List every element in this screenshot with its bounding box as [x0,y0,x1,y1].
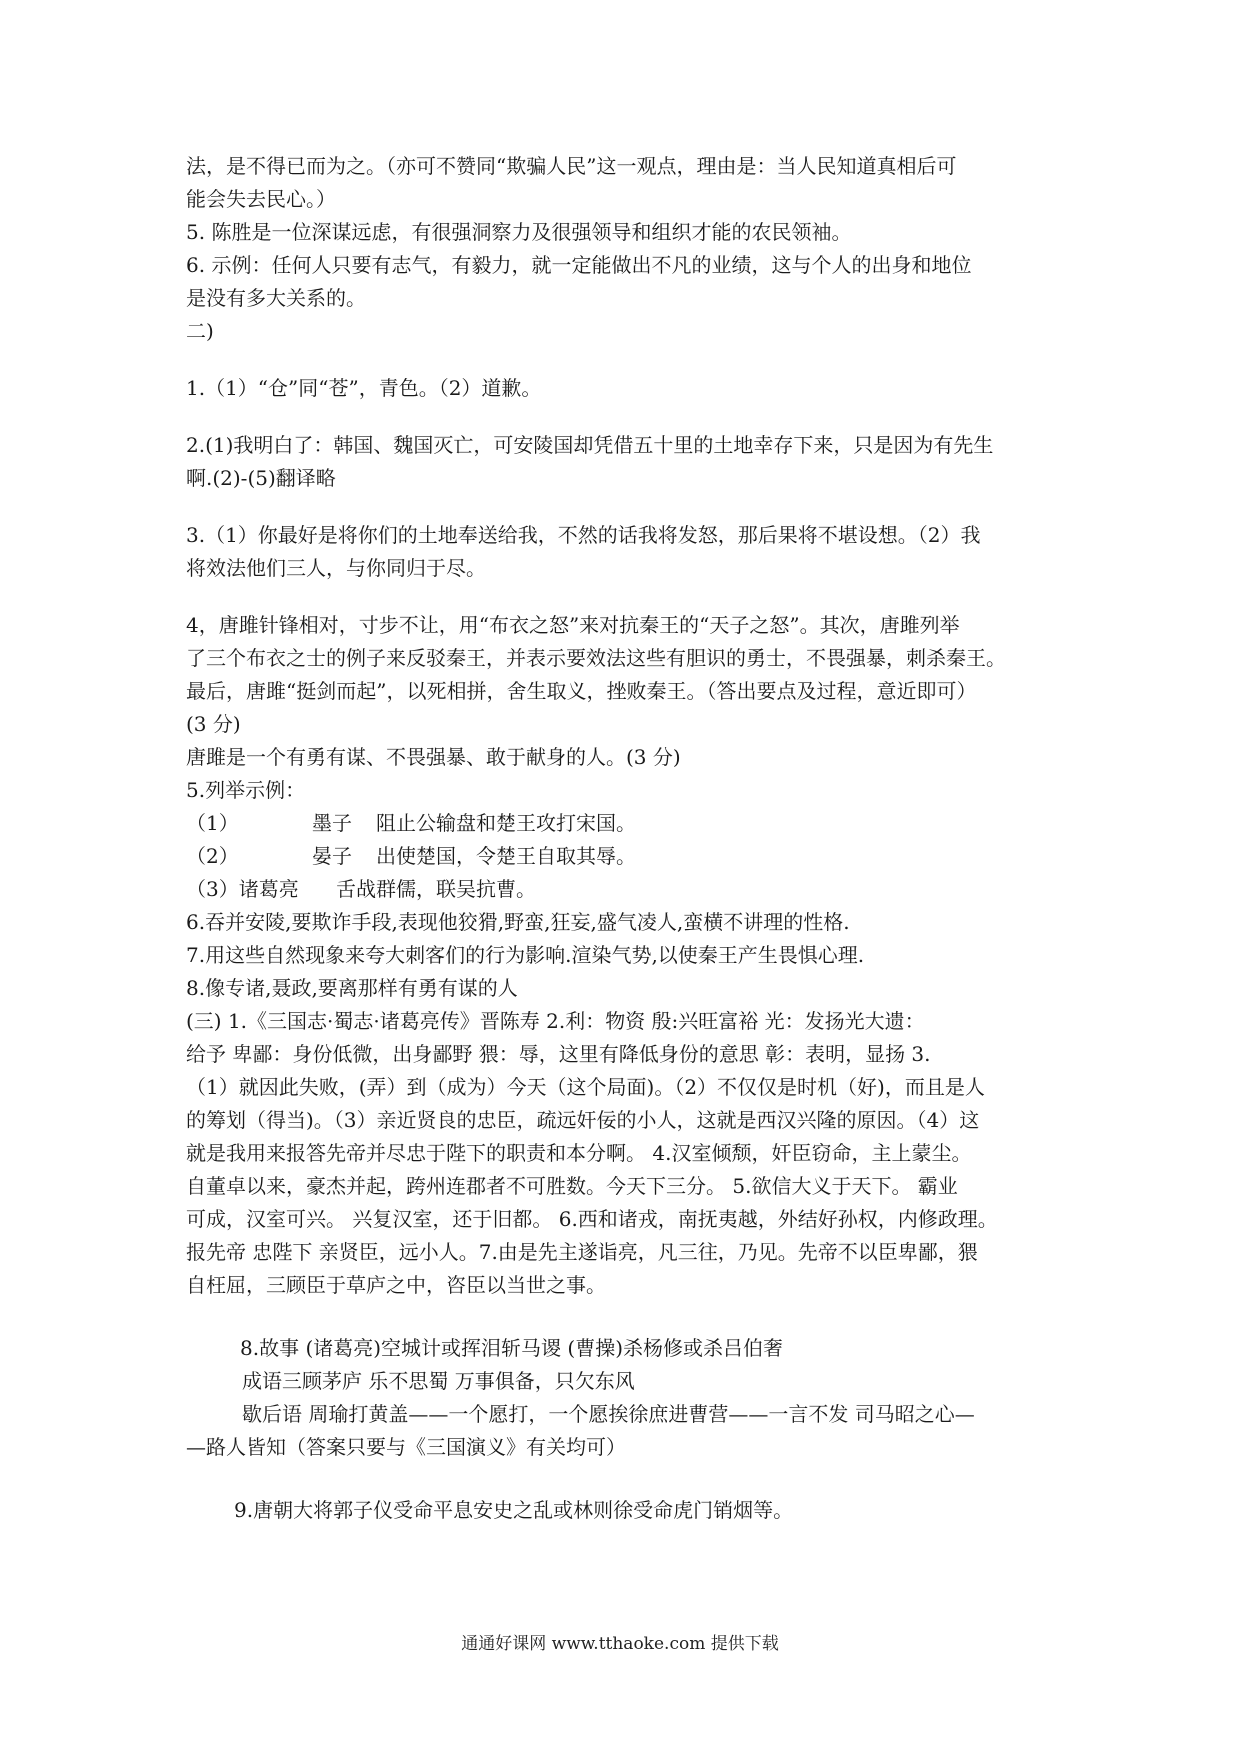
page-footer: 通通好课网 www.tthaoke.com 提供下载 [461,1634,779,1654]
text-line: 自董卓以来，豪杰并起，跨州连郡者不可胜数。今天下三分。 5.欲信大义于天下。 霸业 [186,1174,958,1198]
list-detail: 阻止公输盘和楚王攻打宋国。 [376,811,636,835]
text-line: 最后，唐雎“挺剑而起”，以死相拼，舍生取义，挫败秦王。（答出要点及过程，意近即可） [186,679,977,703]
answer-content [186,150,1066,1527]
answer-6b: 6.吞并安陵,要欺诈手段,表现他狡猾,野蛮,狂妄,盛气凌人,蛮横不讲理的性格. [186,910,850,934]
answer-9: 9.唐朝大将郭子仪受命平息安史之乱或林则徐受命虎门销烟等。 [234,1498,794,1522]
answer-2: 2.(1)我明白了：韩国、魏国灭亡，可安陵国却凭借五十里的土地幸存下来，只是因为有先生 [186,433,994,457]
text-line: 自枉屈，三顾臣于草庐之中，咨臣以当世之事。 [186,1273,606,1297]
answer-3: 3.（1）你最好是将你们的土地奉送给我，不然的话我将发怒，那后果将不堪设想。（2）我 [186,523,981,547]
answer-8: 8.像专诸,聂政,要离那样有勇有谋的人 [186,976,518,1000]
text-line: （1）就因此失败，(弄）到（成为）今天（这个局面)。（2）不仅仅是时机（好)，而且是人 [186,1075,985,1099]
list-number: （2） [186,844,239,868]
list-person: （3）诸葛亮 [186,877,299,901]
text-line: 法，是不得已而为之。（亦可不赞同“欺骗人民”这一观点，理由是：当人民知道真相后可 [186,154,957,178]
section-heading-2: 二) [186,319,214,343]
text-line: —路人皆知（答案只要与《三国演义》有关均可） [186,1435,626,1459]
list-number: （1） [186,811,239,835]
answer-8-idiom: 成语三顾茅庐 乐不思蜀 万事俱备，只欠东风 [242,1369,635,1393]
text-line: 将效法他们三人，与你同归于尽。 [186,556,486,580]
answer-6: 6. 示例：任何人只要有志气，有毅力，就一定能做出不凡的业绩，这与个人的出身和地位 [186,253,972,277]
answer-1: 1.（1）“仓”同“苍”，青色。（2）道歉。 [186,376,542,400]
answer-4: 4，唐雎针锋相对，寸步不让，用“布衣之怒”来对抗秦王的“天子之怒”。其次，唐雎列举 [186,613,960,637]
text-line: 的筹划（得当)。（3）亲近贤良的忠臣，疏远奸佞的小人，这就是西汉兴隆的原因。（4）这 [186,1108,980,1132]
list-person: 晏子 [312,844,352,868]
text-line: 能会失去民心。） [186,187,336,211]
answer-5-list: 5.列举示例： [186,778,306,802]
list-item [186,873,1066,906]
text-line: 唐雎是一个有勇有谋、不畏强暴、敢于献身的人。(3 分) [186,745,681,769]
list-detail: 出使楚国，令楚王自取其辱。 [376,844,636,868]
text-line: 就是我用来报答先帝并尽忠于陛下的职责和本分啊。 4.汉室倾颓，奸臣窃命，主上蒙尘。 [186,1141,972,1165]
text-line: 啊.(2)-(5)翻译略 [186,466,336,490]
section-heading-3: (三) 1.《三国志·蜀志·诸葛亮传》晋陈寿 2.利：物资 殷:兴旺富裕 光：发扬光大遗： [186,1009,925,1033]
text-line: 可成，汉室可兴。 兴复汉室，还于旧都。 6.西和诸戎，南抚夷越，外结好孙权，内修政理。 [186,1207,998,1231]
list-item [186,840,1066,873]
text-line: 了三个布衣之士的例子来反驳秦王，并表示要效法这些有胆识的勇士，不畏强暴，刺杀秦王。 [186,646,1006,670]
answer-8-xiehouyu: 歇后语 周瑜打黄盖——一个愿打，一个愿挨徐庶进曹营——一言不发 司马昭之心— [242,1402,975,1426]
text-line: 报先帝 忠陛下 亲贤臣，远小人。7.由是先主遂诣亮，凡三往，乃见。先帝不以臣卑鄙，猥 [186,1240,978,1264]
list-item [186,807,1066,840]
answer-7: 7.用这些自然现象来夸大刺客们的行为影响.渲染气势,以使秦王产生畏惧心理. [186,943,865,967]
list-detail: 舌战群儒，联吴抗曹。 [336,877,536,901]
text-line: 是没有多大关系的。 [186,286,366,310]
answer-8-story: 8.故事 (诸葛亮)空城计或挥泪斩马谡 (曹操)杀杨修或杀吕伯奢 [240,1336,784,1360]
text-line: 给予 卑鄙：身份低微，出身鄙野 猥：辱，这里有降低身份的意思 彰：表明，显扬 3. [186,1042,931,1066]
list-person: 墨子 [312,811,352,835]
text-line: (3 分) [186,712,241,736]
answer-5: 5. 陈胜是一位深谋远虑，有很强洞察力及很强领导和组织才能的农民领袖。 [186,220,852,244]
